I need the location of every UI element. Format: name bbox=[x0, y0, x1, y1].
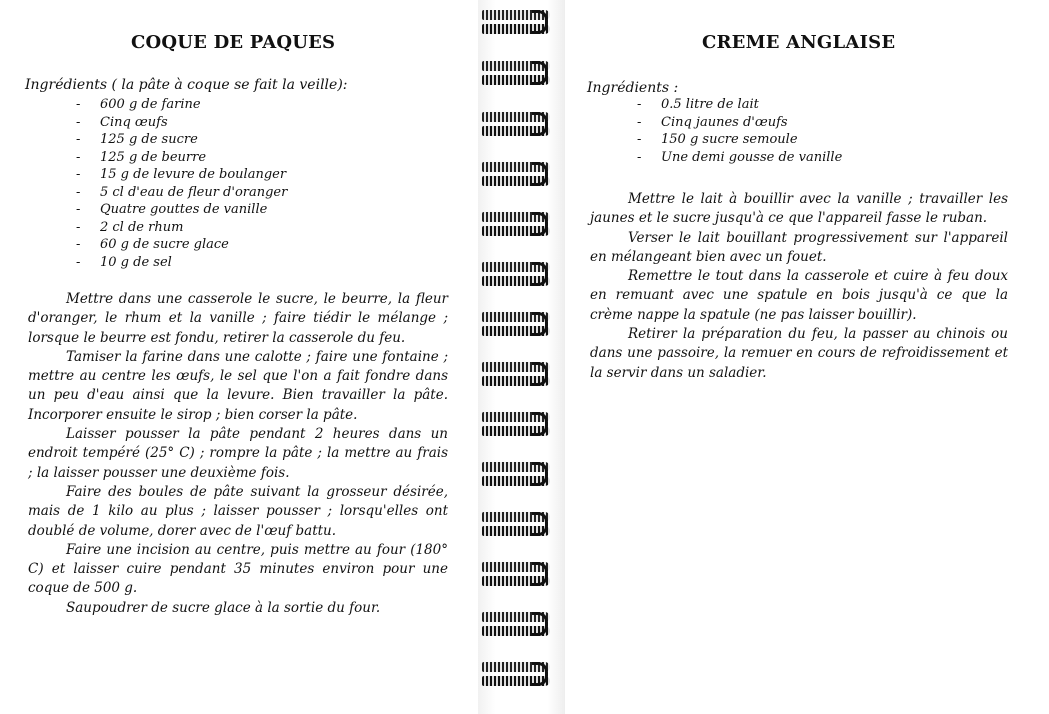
instruction-paragraph: Faire une incision au centre, puis mettre au four (180° C) et laisser cuire pendant 35 minutes environ pour une coque de 500 g. bbox=[28, 541, 448, 597]
binding-ring bbox=[482, 362, 550, 390]
recipe-instructions bbox=[28, 290, 448, 618]
right-page bbox=[565, 0, 1049, 714]
binding-ring bbox=[482, 462, 550, 490]
binding-ring bbox=[482, 10, 550, 38]
instruction-paragraph: Saupoudrer de sucre glace à la sortie du four. bbox=[66, 599, 381, 616]
recipe-instructions bbox=[590, 190, 1008, 383]
binding-ring bbox=[482, 212, 550, 240]
instruction-paragraph: Mettre dans une casserole le sucre, le beurre, la fleur d'oranger, le rhum et la vanille ; faire tiédir le mélange ; lorsque le beurre est fondu, retirer la casserole du feu. bbox=[28, 291, 448, 346]
binding-ring bbox=[482, 162, 550, 190]
ingredient-item: - Quatre gouttes de vanille bbox=[76, 202, 268, 217]
ingredient-item: - 10 g de sel bbox=[76, 254, 172, 270]
ingredient-item: - 150 g sucre semoule bbox=[637, 132, 798, 147]
ingredient-item: - Cinq jaunes d'œufs bbox=[637, 114, 788, 130]
instruction-paragraph: Tamiser la farine dans une calotte ; faire une fontaine ; mettre au centre les œufs, le sel que l'on a fait fondre dans un peu d'eau ainsi que la levure. Bien travailler la pâte. Incorporer ensuite le sirop ; bien corser la pâte. bbox=[28, 348, 448, 423]
ingredients-list bbox=[637, 96, 842, 166]
binding-ring bbox=[482, 612, 550, 640]
spiral-binding bbox=[478, 0, 565, 714]
instruction-paragraph: Mettre le lait à bouillir avec la vanille ; travailler les jaunes et le sucre jusqu'à ce que l'appareil fasse le ruban. bbox=[590, 191, 1008, 227]
binding-ring bbox=[482, 512, 550, 540]
instruction-paragraph: Verser le lait bouillant progressivement sur l'appareil en mélangeant bien avec un fouet. bbox=[590, 229, 1008, 265]
recipe-title: COQUE DE PAQUES bbox=[131, 32, 336, 53]
ingredients-heading: Ingrédients : bbox=[587, 80, 679, 96]
instruction-paragraph: Remettre le tout dans la casserole et cuire à feu doux en remuant avec une spatule en bois jusqu'à ce que la crème nappe la spatule (ne pas laisser bouillir). bbox=[590, 268, 1008, 323]
binding-ring bbox=[482, 562, 550, 590]
ingredient-item: - 2 cl de rhum bbox=[76, 219, 184, 235]
instruction-paragraph: Laisser pousser la pâte pendant 2 heures dans un endroit tempéré (25° C) ; rompre la pâte ; la mettre au frais ; la laisser pousser une deuxième fois. bbox=[28, 426, 448, 481]
binding-ring bbox=[482, 262, 550, 290]
instruction-paragraph: Retirer la préparation du feu, la passer au chinois ou dans une passoire, la remuer en cours de refroidissement et la servir dans un saladier. bbox=[590, 326, 1008, 381]
ingredients-heading: Ingrédients ( la pâte à coque se fait la veille): bbox=[25, 77, 348, 93]
ingredient-item: - 60 g de sucre glace bbox=[76, 237, 229, 252]
ingredients-list bbox=[76, 96, 287, 271]
ingredient-item: - 125 g de beurre bbox=[76, 149, 207, 165]
ingredient-item: - 0.5 litre de lait bbox=[637, 97, 759, 112]
binding-ring bbox=[482, 61, 550, 89]
binding-ring bbox=[482, 412, 550, 440]
ingredient-item: - 125 g de sucre bbox=[76, 132, 198, 147]
recipe-title: CREME ANGLAISE bbox=[702, 32, 896, 53]
binding-ring bbox=[482, 662, 550, 690]
binding-ring bbox=[482, 112, 550, 140]
ingredient-item: - 5 cl d'eau de fleur d'oranger bbox=[76, 184, 288, 200]
instruction-paragraph: Faire des boules de pâte suivant la grosseur désirée, mais de 1 kilo au plus ; laisser pousser ; lorsqu'elles ont doublé de volume, dorer avec de l'œuf battu. bbox=[28, 483, 448, 539]
ingredient-item: - Cinq œufs bbox=[76, 114, 168, 130]
left-page bbox=[0, 0, 478, 714]
ingredient-item: - 600 g de farine bbox=[76, 97, 201, 112]
binding-ring bbox=[482, 312, 550, 340]
ingredient-item: - 15 g de levure de boulanger bbox=[76, 167, 287, 182]
ingredient-item: - Une demi gousse de vanille bbox=[637, 149, 843, 165]
